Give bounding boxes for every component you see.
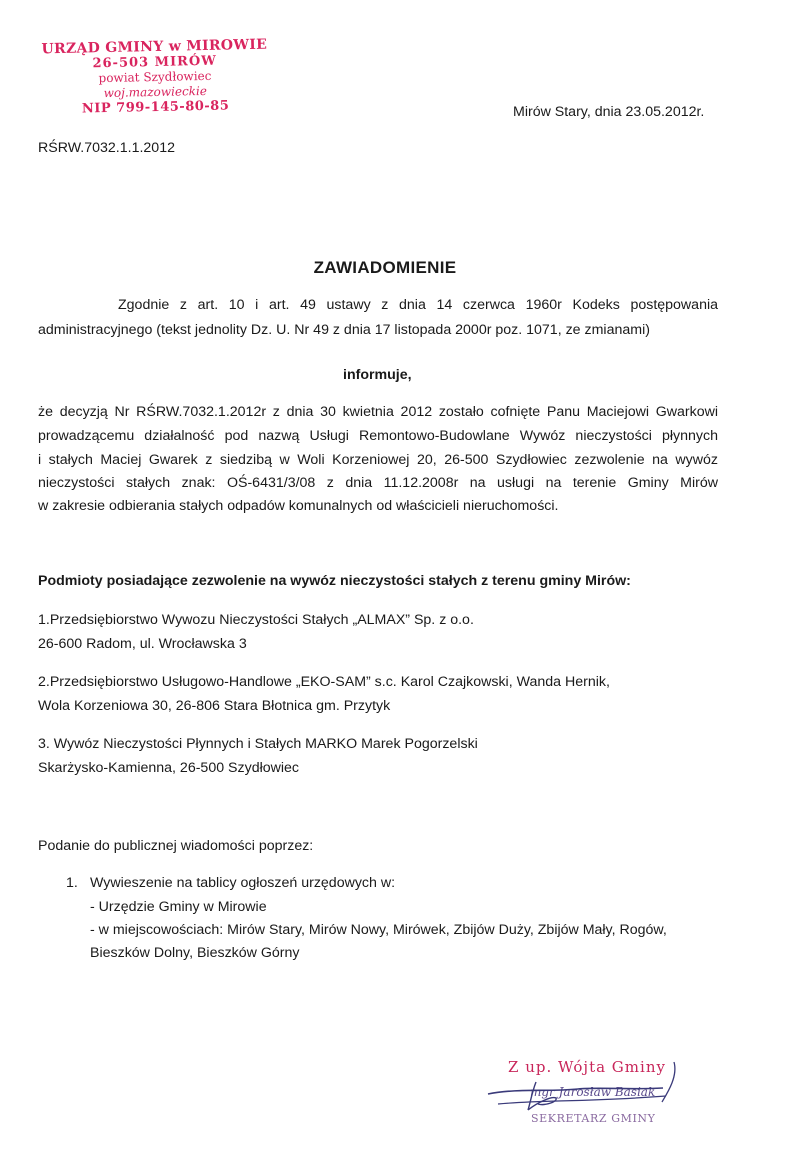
entity-1-name: 1.Przedsiębiorstwo Wywozu Nieczystości Stałych „ALMAX” Sp. z o.o. — [38, 612, 474, 628]
signature-stamp — [478, 1052, 698, 1142]
decision-line-5: w zakresie odbierania stałych odpadów komunalnych od właścicieli nieruchomości. — [38, 498, 559, 514]
signature-authority: Z up. Wójta Gminy — [508, 1058, 666, 1076]
decision-line-2: prowadzącemu działalność pod nazwą Usługi Remontowo-Budowlane Wywóz nieczystości płynnych — [38, 428, 718, 444]
publication-heading: Podanie do publicznej wiadomości poprzez: — [38, 838, 314, 854]
place-date: Mirów Stary, dnia 23.05.2012r. — [513, 104, 705, 120]
signature-title: SEKRETARZ GMINY — [531, 1112, 656, 1125]
stamp-line-postcode: 26-503 MIRÓW — [92, 53, 218, 72]
entity-1-address: 26-600 Radom, ul. Wrocławska 3 — [38, 636, 247, 652]
stamp-line-voivodeship: woj.mazowieckie — [103, 83, 208, 101]
signature-name: mgr Jarosław Basiak — [530, 1085, 656, 1099]
decision-line-4: nieczystości stałych znak: OŚ-6431/3/08 z dnia 11.12.2008r na usługi na terenie Gminy Mirów — [38, 475, 718, 491]
stamp-line-county: powiat Szydłowiec — [98, 68, 212, 86]
publication-sub-2: - w miejscowościach: Mirów Stary, Mirów Nowy, Mirówek, Zbijów Duży, Zbijów Mały, Rogów, — [90, 922, 667, 938]
publication-item: Wywieszenie na tablicy ogłoszeń urzędowych w: — [90, 875, 396, 891]
entity-3-address: Skarżysko-Kamienna, 26-500 Szydłowiec — [38, 760, 300, 776]
stamp-line-nip: NIP 799-145-80-85 — [81, 98, 230, 117]
office-stamp — [39, 38, 271, 118]
entity-2-address: Wola Korzeniowa 30, 26-806 Stara Błotnica gm. Przytyk — [38, 698, 391, 714]
entity-3-name: 3. Wywóz Nieczystości Płynnych i Stałych MARKO Marek Pogorzelski — [38, 736, 478, 752]
publication-sub-1: - Urzędzie Gminy w Mirowie — [90, 899, 267, 915]
document-title: ZAWIADOMIENIE — [313, 258, 457, 277]
entity-2-name: 2.Przedsiębiorstwo Usługowo-Handlowe „EKO-SAM” s.c. Karol Czajkowski, Wanda Hernik, — [38, 674, 610, 690]
handwritten-signature-icon — [478, 1052, 698, 1142]
decision-line-3: i stałych Maciej Gwarek z siedzibą w Woli Korzeniowej 20, 26-500 Szydłowiec zezwolenie na wywóz — [38, 452, 718, 468]
stamp-line-office: URZĄD GMINY w MIROWIE — [41, 36, 268, 58]
decision-line-1: że decyzją Nr RŚRW.7032.1.2012r z dnia 30 kwietnia 2012 zostało cofnięte Panu Maciejowi Gwarkowi — [38, 404, 718, 420]
publication-sub-3: Bieszków Dolny, Bieszków Górny — [90, 945, 300, 961]
intro-line-1: Zgodnie z art. 10 i art. 49 ustawy z dnia 14 czerwca 1960r Kodeks postępowania — [118, 297, 718, 313]
informs-heading: informuje, — [343, 367, 412, 383]
intro-line-2: administracyjnego (tekst jednolity Dz. U. Nr 49 z dnia 17 listopada 2000r poz. 1071, ze zmianami) — [38, 322, 650, 338]
reference-number: RŚRW.7032.1.1.2012 — [38, 140, 175, 156]
publication-number: 1. — [66, 875, 78, 891]
entities-heading: Podmioty posiadające zezwolenie na wywóz nieczystości stałych z terenu gminy Mirów: — [38, 573, 631, 589]
